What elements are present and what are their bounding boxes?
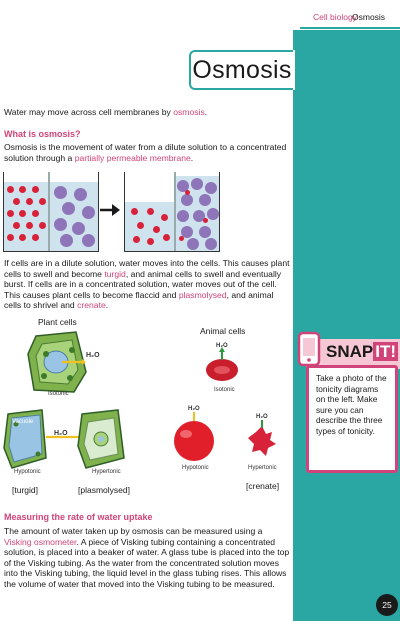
solute-particle	[153, 226, 160, 233]
animal-cell-isotonic	[206, 347, 238, 381]
water-label-plant: H₂O	[54, 430, 68, 437]
solute-particle	[199, 194, 211, 206]
label-crenate: [crenate]	[246, 481, 280, 491]
solute-particle	[19, 210, 26, 217]
solute-particle	[205, 182, 217, 194]
solute-particle	[13, 222, 20, 229]
solute-particle	[187, 238, 199, 250]
solute-particle	[147, 238, 154, 245]
solute-particle	[133, 236, 140, 243]
solute-particle	[177, 210, 189, 222]
page-number-badge: 25	[376, 594, 398, 616]
tonicity-paragraph: If cells are in a dilute solution, water moves into the cells. This causes plant cells to swell and become turgid, and animal cells to swell and eventually burst. If cells are in a concentrated solution, water moves out of the cell. This causes plant cells to become flaccid and plasmolysed, and animal cells to shrivel and crenate.	[4, 258, 290, 311]
label-plant-hypertonic: Hypertonic	[92, 469, 121, 475]
title-box	[189, 50, 293, 90]
solute-particle	[60, 234, 73, 247]
keyword-partially-permeable-membrane[interactable]: partially permeable membrane	[74, 152, 191, 163]
solute-particle	[32, 210, 39, 217]
water-label-isotonic: H₂O	[86, 352, 100, 359]
header-rule	[300, 27, 400, 29]
label-vacuole: Vacuole	[12, 419, 34, 425]
solute-particle	[161, 214, 168, 221]
animal-cell-hypertonic	[248, 420, 276, 456]
solute-particle	[39, 198, 46, 205]
keyword-visking-osmometer[interactable]: Visking osmometer	[4, 536, 77, 547]
label-plant-isotonic: Isotonic	[48, 391, 69, 397]
water-label-animal-hypotonic: H₂O	[188, 406, 200, 412]
animal-cells-heading: Animal cells	[200, 326, 246, 336]
solute-particle	[199, 226, 211, 238]
solute-particle	[7, 186, 14, 193]
breadcrumb-category[interactable]: Cell biology	[313, 12, 357, 22]
solute-particle	[39, 222, 46, 229]
water-label-animal-hypertonic: H₂O	[256, 414, 268, 420]
right-arrow-icon	[99, 203, 121, 217]
solute-particle	[191, 178, 203, 190]
title-tab-edge	[293, 50, 295, 90]
solute-particle	[74, 188, 87, 201]
keyword-crenate[interactable]: crenate	[77, 300, 106, 311]
solute-particle	[54, 218, 67, 231]
label-turgid: [turgid]	[12, 485, 38, 495]
solute-particle	[7, 210, 14, 217]
beaker-after	[124, 172, 220, 252]
keyword-osmosis[interactable]: osmosis	[173, 107, 205, 117]
plant-cell-isotonic	[28, 332, 86, 392]
solute-particle	[181, 194, 193, 206]
page-title: Osmosis	[192, 55, 292, 84]
measuring-heading: Measuring the rate of water uptake	[4, 512, 153, 522]
intro-paragraph: Water may move across cell membranes by osmosis.	[4, 107, 208, 117]
solute-particle	[131, 208, 138, 215]
solute-particle	[137, 222, 144, 229]
label-plasmolysed: [plasmolysed]	[78, 485, 130, 495]
solute-particle	[163, 234, 170, 241]
solute-particle	[32, 234, 39, 241]
keyword-plasmolysed[interactable]: plasmolysed	[178, 289, 227, 300]
tonicity-diagram	[0, 328, 296, 488]
label-animal-isotonic: Isotonic	[214, 387, 235, 393]
breadcrumb-current: Osmosis	[352, 12, 386, 22]
animal-cell-hypotonic	[174, 412, 214, 461]
solute-particle	[7, 234, 14, 241]
water-label-animal-isotonic: H₂O	[216, 343, 228, 349]
label-plant-hypotonic: Hypotonic	[14, 469, 41, 475]
solute-particle	[62, 202, 75, 215]
solute-particle	[13, 198, 20, 205]
solute-particle	[26, 198, 33, 205]
solute-particle	[72, 222, 85, 235]
snap-it-title: SNAP IT!	[326, 342, 397, 361]
solute-particle	[205, 238, 217, 250]
solute-particle	[185, 190, 190, 195]
solute-particle	[82, 206, 95, 219]
solute-particle	[32, 186, 39, 193]
measuring-paragraph: The amount of water taken up by osmosis can be measured using a Visking osmometer. A piece of Visking tubing containing a concentrated solution, is placed into a beaker of water. A glass tube is placed into the top of the Visking tubing. As the water from the concentrated solution moves into the Visking tubing, the liquid level in the glass tubing rises. This allows the volume of water that moved into the Visking tubing to be measured.	[4, 526, 290, 589]
label-animal-hypertonic: Hypertonic	[248, 465, 277, 471]
what-is-osmosis-heading: What is osmosis?	[4, 129, 81, 139]
plant-cells-heading: Plant cells	[38, 317, 77, 327]
plant-cell-hypertonic	[78, 410, 124, 468]
solute-particle	[207, 208, 219, 220]
label-animal-hypotonic: Hypotonic	[182, 465, 209, 471]
solute-particle	[54, 186, 67, 199]
snap-it-text: Take a photo of the tonicity diagrams on the left. Make sure you can describe the three types of tonicity.	[316, 373, 387, 436]
membrane-after	[174, 172, 176, 251]
header-bar	[0, 0, 400, 30]
solute-particle	[82, 234, 95, 247]
solute-particle	[19, 234, 26, 241]
membrane-before	[48, 172, 50, 251]
snap-it-card	[306, 365, 398, 473]
solute-particle	[203, 218, 208, 223]
teal-side-panel	[293, 0, 400, 621]
keyword-turgid[interactable]: turgid	[104, 268, 126, 279]
solute-particle	[147, 208, 154, 215]
solute-particle	[26, 222, 33, 229]
beaker-before	[3, 172, 99, 252]
definition-paragraph: Osmosis is the movement of water from a dilute solution to a concentrated solution through a partially permeable membrane.	[4, 142, 287, 163]
phone-camera-icon	[297, 331, 321, 367]
solute-particle	[179, 236, 184, 241]
solute-particle	[19, 186, 26, 193]
